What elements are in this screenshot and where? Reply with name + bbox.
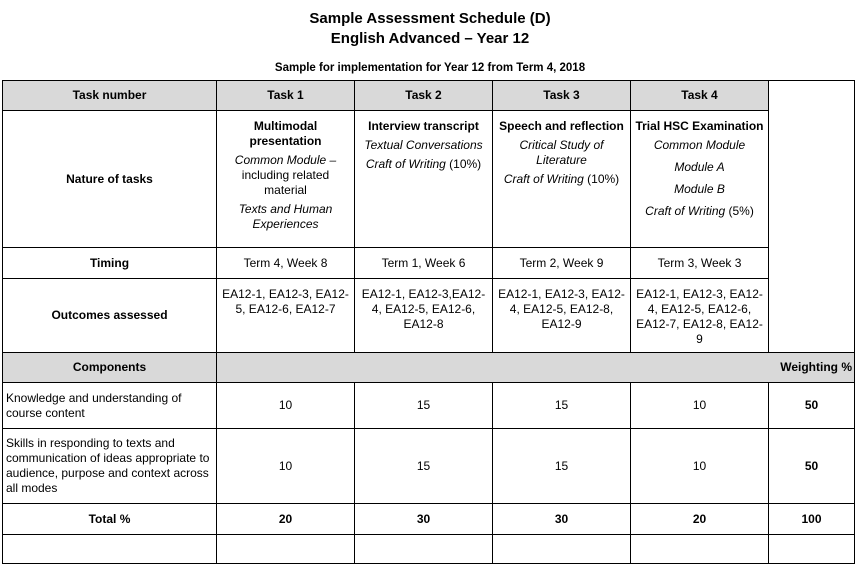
page-title: Sample Assessment Schedule (D) — [309, 10, 551, 27]
empty-cell — [217, 535, 355, 564]
task-3-craft: Craft of Writing (10%) — [503, 172, 620, 186]
total-label: Total % — [3, 504, 217, 535]
task-3-outcomes: EA12-1, EA12-3, EA12-4, EA12-5, EA12-8, EA12-9 — [493, 279, 631, 353]
skills-label: Skills in responding to texts and communication of ideas appropriate to audience, purpose and context across all modes — [3, 429, 217, 504]
outcomes-row — [3, 279, 855, 353]
knowledge-weight: 50 — [769, 383, 855, 429]
task-2-nature — [355, 111, 493, 248]
timing-row — [3, 248, 855, 279]
task-3-timing: Term 2, Week 9 — [493, 248, 631, 279]
nature-row — [3, 111, 855, 248]
empty-cell — [493, 535, 631, 564]
task-2-knowledge: 15 — [355, 383, 493, 429]
task-3-module-1: Critical Study of Literature — [519, 138, 604, 167]
task-1-nature — [217, 111, 355, 248]
task-3-nature — [493, 111, 631, 248]
task-1-module-1: Common Module – including related material — [234, 153, 337, 197]
task-1-knowledge: 10 — [217, 383, 355, 429]
task-4-module-2: Module A — [674, 160, 725, 174]
assessment-schedule-table — [2, 80, 855, 564]
task-2-craft: Craft of Writing (10%) — [365, 157, 482, 171]
empty-cell — [769, 535, 855, 564]
header-row — [3, 81, 855, 111]
components-row — [3, 353, 855, 383]
implementation-note: Sample for implementation for Year 12 from Term 4, 2018 — [274, 62, 586, 74]
outcomes-label: Outcomes assessed — [3, 279, 217, 353]
components-label: Components — [3, 353, 217, 383]
task-4-craft: Craft of Writing (5%) — [645, 204, 754, 218]
task-4-module-1: Common Module — [653, 138, 746, 152]
task-1-header: Task 1 — [217, 81, 355, 111]
task-4-header: Task 4 — [631, 81, 769, 111]
task-2-name: Interview transcript — [368, 119, 479, 133]
task-2-module-1: Textual Conversations — [364, 138, 483, 152]
task-number-header: Task number — [3, 81, 217, 111]
task-3-name: Speech and reflection — [499, 119, 624, 133]
task-1-module-2: Texts and Human Experiences — [238, 202, 333, 231]
weighting-label: Weighting % — [217, 353, 855, 383]
task-4-nature — [631, 111, 769, 248]
weighting-header-blank — [769, 81, 855, 111]
task-3-total: 30 — [493, 504, 631, 535]
task-1-name: Multimodal presentation — [249, 119, 322, 148]
task-3-skills: 15 — [493, 429, 631, 504]
task-1-timing: Term 4, Week 8 — [217, 248, 355, 279]
timing-label: Timing — [3, 248, 217, 279]
task-4-total: 20 — [631, 504, 769, 535]
total-weight: 100 — [769, 504, 855, 535]
skills-weight: 50 — [769, 429, 855, 504]
task-4-skills: 10 — [631, 429, 769, 504]
outcomes-weight-blank — [769, 279, 855, 353]
task-4-name: Trial HSC Examination — [635, 119, 764, 133]
task-2-timing: Term 1, Week 6 — [355, 248, 493, 279]
empty-cell — [355, 535, 493, 564]
task-4-module-3: Module B — [674, 182, 725, 196]
empty-cell — [3, 535, 217, 564]
task-1-skills: 10 — [217, 429, 355, 504]
task-2-header: Task 2 — [355, 81, 493, 111]
task-3-header: Task 3 — [493, 81, 631, 111]
task-4-outcomes: EA12-1, EA12-3, EA12-4, EA12-5, EA12-6, EA12-7, EA12-8, EA12-9 — [631, 279, 769, 353]
empty-row — [3, 535, 855, 564]
task-2-outcomes: EA12-1, EA12-3,EA12-4, EA12-5, EA12-6, EA12-8 — [355, 279, 493, 353]
task-3-knowledge: 15 — [493, 383, 631, 429]
skills-row — [3, 429, 855, 504]
task-4-knowledge: 10 — [631, 383, 769, 429]
task-4-timing: Term 3, Week 3 — [631, 248, 769, 279]
knowledge-label: Knowledge and understanding of course content — [3, 383, 217, 429]
page-subtitle: English Advanced – Year 12 — [330, 30, 530, 47]
task-1-outcomes: EA12-1, EA12-3, EA12-5, EA12-6, EA12-7 — [217, 279, 355, 353]
knowledge-row — [3, 383, 855, 429]
task-1-total: 20 — [217, 504, 355, 535]
timing-weight-blank — [769, 248, 855, 279]
nature-weight-blank — [769, 111, 855, 248]
task-2-skills: 15 — [355, 429, 493, 504]
total-row — [3, 504, 855, 535]
task-2-total: 30 — [355, 504, 493, 535]
nature-label: Nature of tasks — [3, 111, 217, 248]
empty-cell — [631, 535, 769, 564]
